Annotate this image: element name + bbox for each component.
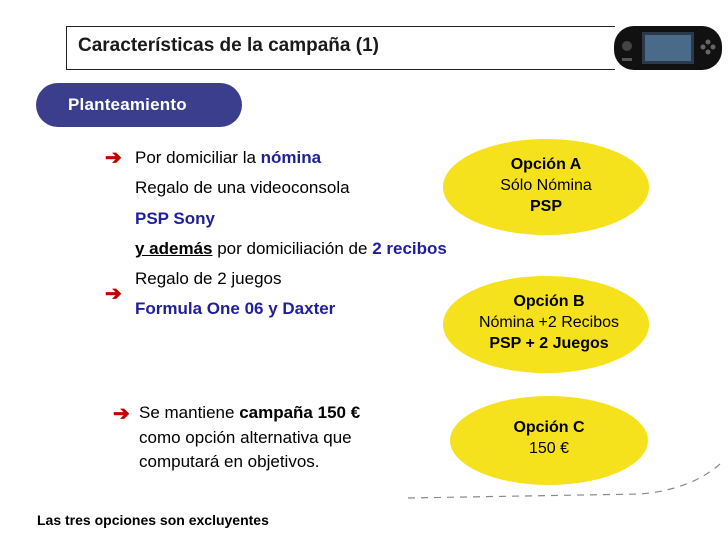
section1-line1 [135, 148, 321, 168]
section2-line3: computará en objetivos. [139, 452, 320, 471]
option-a-title: Opción A [510, 156, 582, 173]
section2-line2: como opción alternativa que [139, 428, 352, 447]
section1-line3: PSP Sony [135, 209, 215, 228]
arrow-right-icon: ➔ [113, 403, 130, 425]
option-b-text [446, 291, 652, 354]
planteamiento-label: Planteamiento [68, 95, 187, 114]
option-c-line2: 150 € [528, 440, 570, 457]
section1-line5: Regalo de 2 juegos [135, 269, 282, 288]
option-a-line2: Sólo Nómina [500, 177, 592, 194]
section2-line1 [139, 403, 360, 423]
option-a-text [443, 154, 649, 217]
option-c-title: Opción C [513, 419, 585, 436]
section2-line1-bold: campaña 150 € [239, 403, 361, 422]
footer-note: Las tres opciones son excluyentes [37, 512, 269, 528]
option-b-line2: Nómina +2 Recibos [478, 314, 620, 331]
psp-console-icon [612, 22, 724, 74]
section1-line1-text: Por domiciliar la [135, 148, 261, 167]
option-b-line3: PSP + 2 Juegos [489, 335, 609, 352]
option-a-line3: PSP [529, 198, 562, 215]
slide-title: Características de la campaña (1) [78, 35, 379, 56]
section1-line2: Regalo de una videoconsola [135, 178, 350, 197]
section1-line6: Formula One 06 y Daxter [135, 299, 336, 318]
section1-line4-mid: por domiciliación de [212, 239, 373, 258]
arrow-right-icon: ➔ [105, 283, 122, 305]
section1-line4-underlined: y además [135, 239, 213, 258]
dashed-divider [400, 450, 726, 510]
section2-line1-text: Se mantiene [139, 403, 240, 422]
section1-line1-highlight: nómina [260, 148, 322, 167]
section1-line4-highlight: 2 recibos [372, 239, 447, 258]
arrow-right-icon: ➔ [105, 147, 122, 169]
option-b-title: Opción B [513, 293, 585, 310]
section1-line4 [135, 239, 447, 259]
